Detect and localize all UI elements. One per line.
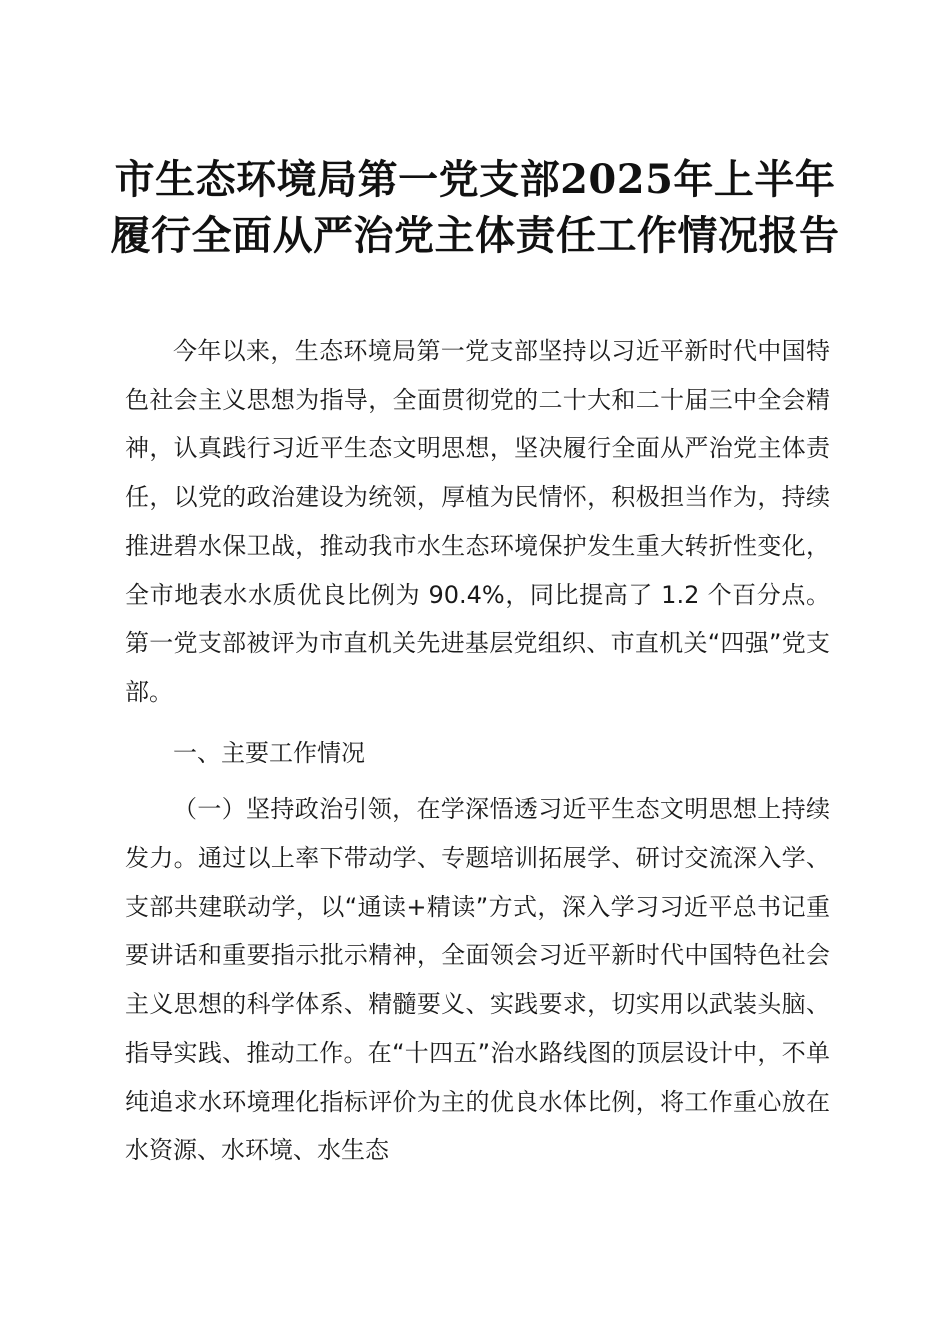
section-heading: 一、主要工作情况 [173, 738, 365, 767]
subsection-paragraph: （一）坚持政治引领，在学深悟透习近平生态文明思想上持续发力。通过以上率下带动学、专题培训拓展学、研讨交流深入学、支部共建联动学，以“通读+精读”方式，深入学习习近平总书记重要讲话和重要指示批示精神，全面领会习近平新时代中国特色社会主义思想的科学体系、精髓要义、实践要求，切实用以武装头脑、指导实践、推动工作。在“十四五”治水路线图的顶层设计中，不单纯追求水环境理化指标评价为主的优良水体比例，将工作重心放在水资源、水环境、水生态 [125, 795, 830, 1165]
document-title: 市生态环境局第一党支部2025年上半年履行全面从严治党主体责任工作情况报告 [110, 156, 840, 259]
document-body [125, 327, 830, 1187]
intro-paragraph: 今年以来，生态环境局第一党支部坚持以习近平新时代中国特色社会主义思想为指导，全面贯彻党的二十大和二十届三中全会精神，认真践行习近平生态文明思想，坚决履行全面从严治党主体责任，以党的政治建设为统领，厚植为民情怀，积极担当作为，持续推进碧水保卫战，推动我市水生态环境保护发生重大转折性变化，全市地表水水质优良比例为 90.4%，同比提高了 1.2 个百分点。第一党支部被评为市直机关先进基层党组织、市直机关“四强”党支部。 [125, 337, 830, 706]
